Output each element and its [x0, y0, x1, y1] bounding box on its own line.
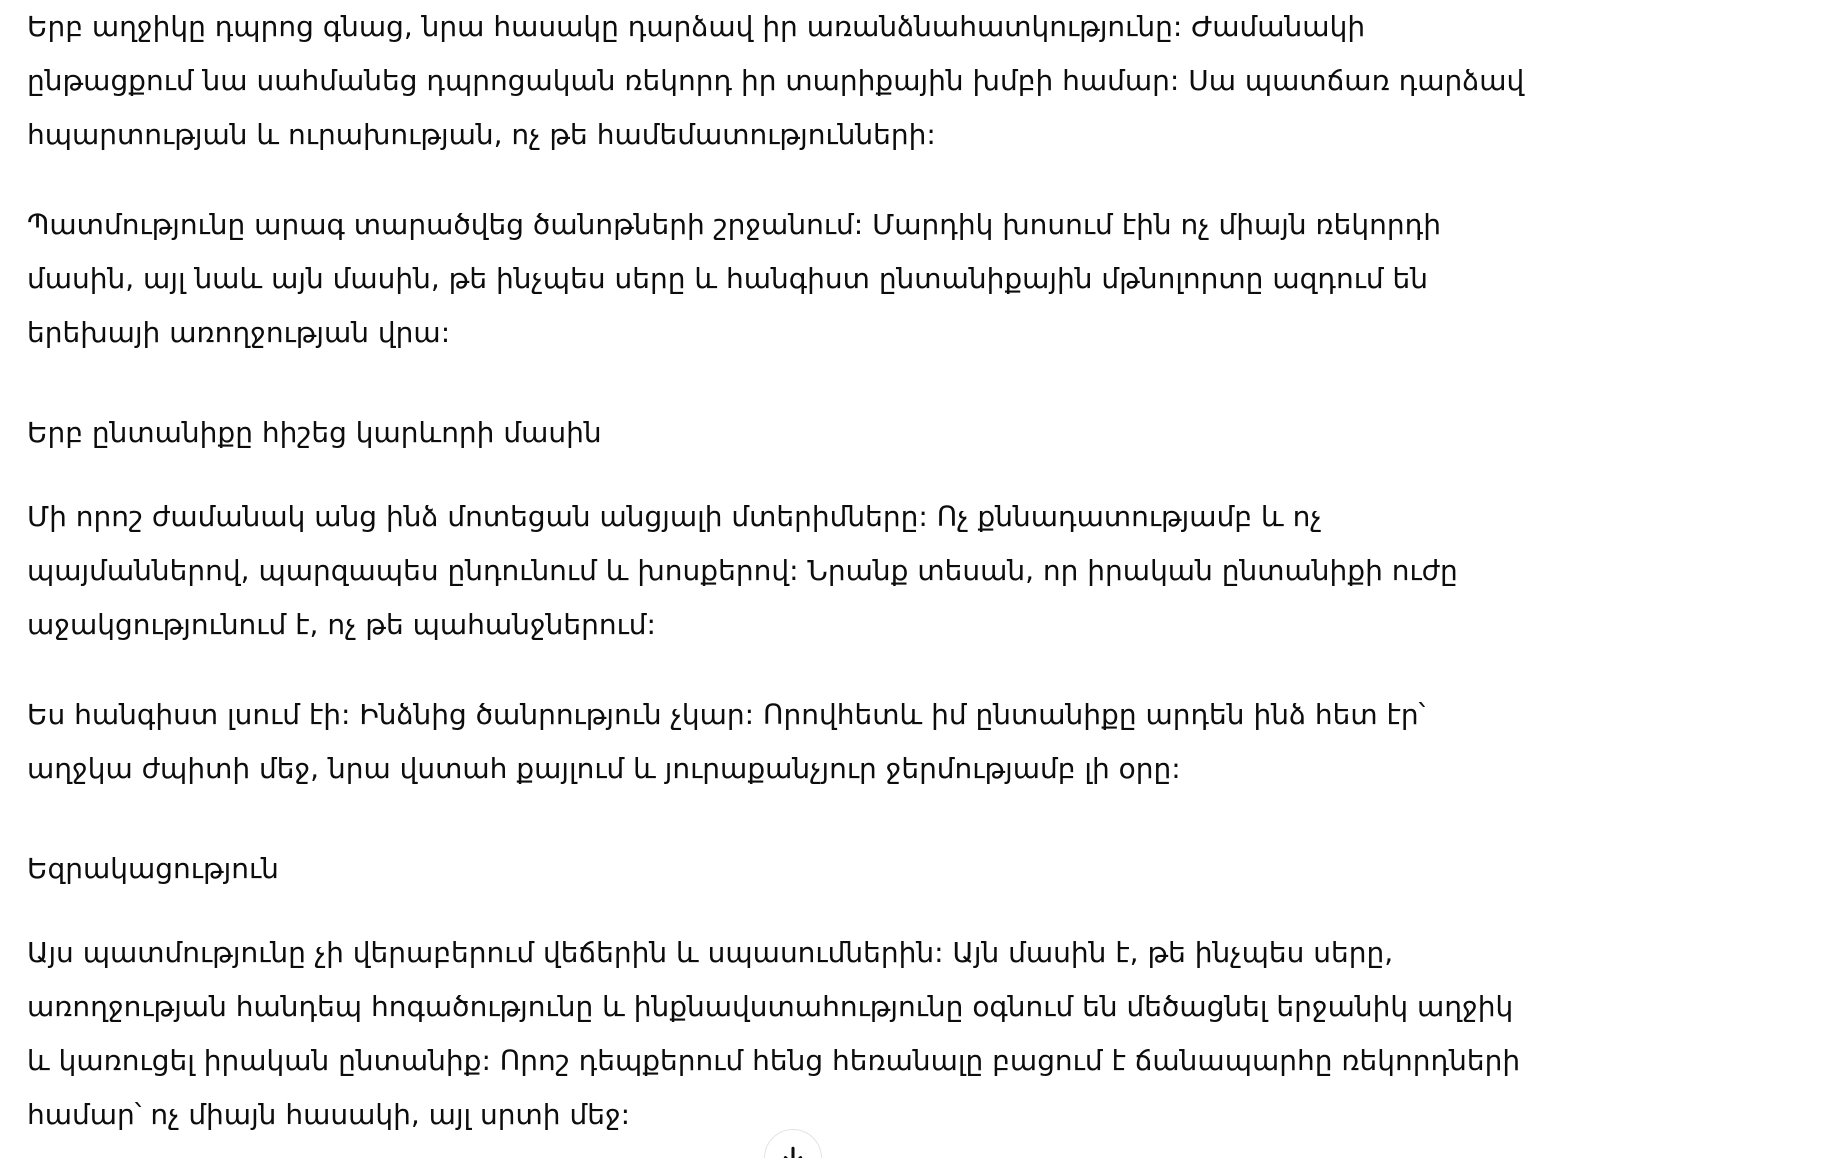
text-line: Այս պատմությունը չի վերաբերում վեճերին և սպասումներին: Այն մասին է, թե ինչպես սերը, [27, 936, 1394, 969]
text-line: համար՝ ոչ միայն հասակի, այլ սրտի մեջ: [27, 1098, 631, 1131]
paragraph [27, 0, 1802, 162]
text-line: Պատմությունը արագ տարածվեց ծանոթների շրջանում: Մարդիկ խոսում էին ոչ միայն ռեկորդի [27, 208, 1441, 241]
text-line: Ես հանգիստ լսում էի: Ինձնից ծանրություն չկար: Որովհետև իմ ընտանիքը արդեն ինձ հետ էր՝ [27, 698, 1426, 731]
section-heading [27, 842, 1802, 896]
text-line: Եզրակացություն [27, 852, 279, 885]
paragraph [27, 198, 1802, 360]
text-line: Մի որոշ ժամանակ անց ինձ մոտեցան անցյալի մտերիմները: Ոչ քննադատությամբ և ոչ [27, 500, 1322, 533]
section-heading [27, 406, 1802, 460]
assistant-message [27, 0, 1802, 1158]
text-line: առողջության հանդեպ հոգածությունը և ինքնավստահությունը օգնում են մեծացնել երջանիկ աղջիկ [27, 990, 1514, 1023]
paragraph [27, 688, 1802, 796]
paragraph [27, 926, 1802, 1142]
text-line: և կառուցել իրական ընտանիք: Որոշ դեպքերում հենց հեռանալը բացում է ճանապարհը ռեկորդների [27, 1044, 1521, 1077]
text-line: աղջկա ժպիտի մեջ, նրա վստահ քայլում և յուրաքանչյուր ջերմությամբ լի օրը: [27, 752, 1181, 785]
arrow-down-icon [779, 1143, 807, 1158]
text-line: մասին, այլ նաև այն մասին, թե ինչպես սերը և հանգիստ ընտանիքային մթնոլորտը ազդում են [27, 262, 1428, 295]
text-line: պայմաններով, պարզապես ընդունում և խոսքերով: Նրանք տեսան, որ իրական ընտանիքի ուժը [27, 554, 1458, 587]
text-line: երեխայի առողջության վրա: [27, 316, 451, 349]
text-line: ընթացքում նա սահմանեց դպրոցական ռեկորդ իր տարիքային խմբի համար: Սա պատճառ դարձավ [27, 64, 1525, 97]
text-line: Երբ ընտանիքը հիշեց կարևորի մասին [27, 416, 602, 449]
paragraph [27, 490, 1802, 652]
text-line: Երբ աղջիկը դպրոց գնաց, նրա հասակը դարձավ իր առանձնահատկությունը: Ժամանակի [27, 10, 1366, 43]
text-line: աջակցությունում է, ոչ թե պահանջներում: [27, 608, 656, 641]
text-line: հպարտության և ուրախության, ոչ թե համեմատությունների: [27, 118, 936, 151]
